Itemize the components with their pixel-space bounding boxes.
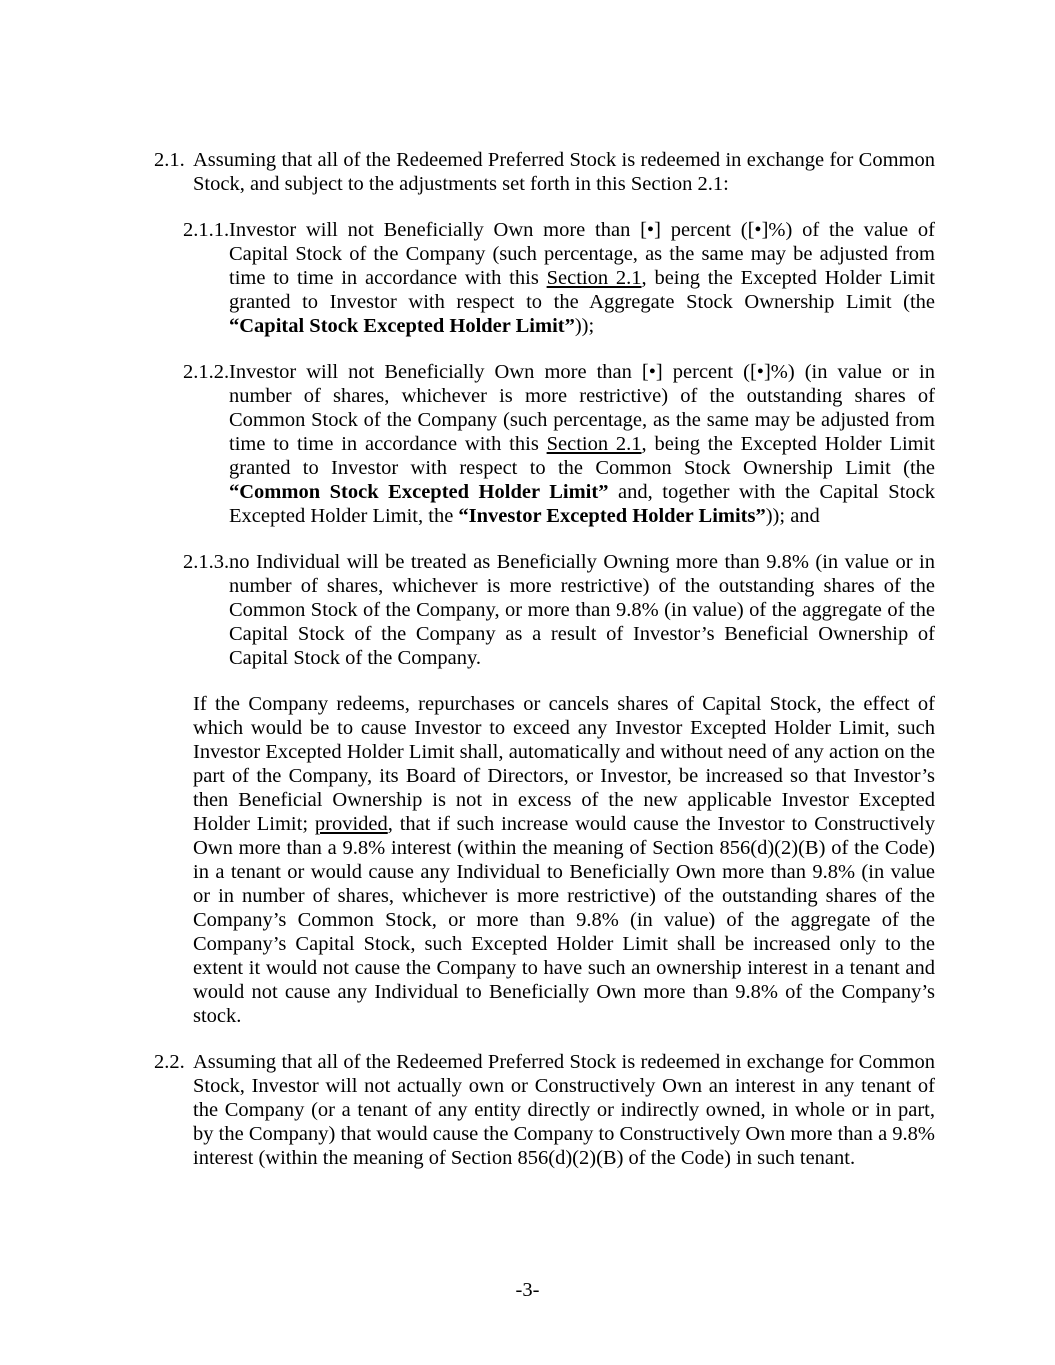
section-2-2-text	[193, 1051, 935, 1169]
text-run: and, together with the Capital Stock Excepted Holder Limit, the	[229, 481, 935, 527]
text-run: , being the Excepted Holder Limit granted to Investor with respect to the Common Stock Ownership Limit (the	[229, 433, 935, 479]
section-2-1-3-number: 2.1.3.	[183, 551, 230, 573]
bold-defined-term-run: “Common Stock Excepted Holder Limit”	[229, 481, 609, 503]
unnumbered-paragraph-text	[193, 693, 935, 1027]
bold-defined-term-run: “Investor Excepted Holder Limits”	[458, 505, 766, 527]
text-run: no Individual will be treated as Beneficially Owning more than 9.8% (in value or in number of shares, whichever is more restrictive) of the outstanding shares of the Common Stock of the Company, or more than 9.8% (in value) of the aggregate of the Capital Stock of the Company as a result of Investor’s Beneficial Ownership of Capital Stock of the Company.	[229, 551, 935, 669]
underlined-reference-run: provided	[314, 813, 388, 835]
section-2-2-number: 2.2.	[154, 1051, 185, 1073]
text-run: , being the Excepted Holder Limit granted to Investor with respect to the Aggregate Stock Ownership Limit (the	[229, 267, 935, 313]
section-2-1-3	[154, 550, 935, 670]
section-2-1	[154, 148, 935, 196]
text-run: ));	[574, 315, 595, 337]
page-number: -3-	[515, 1279, 540, 1301]
bold-defined-term-run: “Capital Stock Excepted Holder Limit”	[229, 315, 575, 337]
section-2-1-1-text	[229, 219, 935, 337]
underlined-reference-run: Section 2.1	[546, 267, 642, 289]
section-2-1-number: 2.1.	[154, 149, 185, 171]
section-2-1-2-text	[229, 361, 935, 527]
text-run: If the Company redeems, repurchases or cancels shares of Capital Stock, the effect of which would be to cause Investor to exceed any Investor Excepted Holder Limit, such Investor Excepted Holder Limit shall, automatically and without need of any action on the part of the Company, its Board of Directors, or Investor, be increased so that Investor’s then Beneficial Ownership is not in excess of the new applicable Investor Excepted Holder Limit;	[193, 693, 935, 835]
text-run: Investor will not Beneficially Own more than [•] percent ([•]%) of the value of Capital Stock of the Company (such percentage, as the same may be adjusted from time to time in accordance with this	[229, 219, 935, 289]
text-run: )); and	[765, 505, 820, 527]
unnumbered-paragraph	[154, 692, 935, 1028]
section-2-1-text	[193, 149, 935, 195]
text-run: Assuming that all of the Redeemed Preferred Stock is redeemed in exchange for Common Stock, and subject to the adjustments set forth in this Section 2.1:	[193, 149, 935, 195]
text-run: Assuming that all of the Redeemed Preferred Stock is redeemed in exchange for Common Stock, Investor will not actually own or Constructively Own an interest in any tenant of the Company (or a tenant of any entity directly or indirectly owned, in whole or in part, by the Company) that would cause the Company to Constructively Own more than a 9.8% interest (within the meaning of Section 856(d)(2)(B) of the Code) in such tenant.	[193, 1051, 935, 1169]
section-2-2	[154, 1050, 935, 1170]
underlined-reference-run: Section 2.1	[546, 433, 642, 455]
text-run: , that if such increase would cause the Investor to Constructively Own more than a 9.8% interest (within the meaning of Section 856(d)(2)(B) of the Code) in a tenant or would cause any Individual to Beneficially Own more than 9.8% (in value or in number of shares, whichever is more restrictive) of the outstanding shares of the Company’s Common Stock, or more than 9.8% (in value) of the aggregate of the Company’s Capital Stock, such Excepted Holder Limit shall be increased only to the extent it would not cause the Company to have such an ownership interest in a tenant and would not cause any Individual to Beneficially Own more than 9.8% of the Company’s stock.	[193, 813, 935, 1027]
document-content	[154, 148, 935, 1170]
section-2-1-2-number: 2.1.2.	[183, 361, 230, 383]
section-2-1-3-text	[229, 551, 935, 669]
section-2-1-2	[154, 360, 935, 528]
text-run: Investor will not Beneficially Own more than [•] percent ([•]%) (in value or in number of shares, whichever is more restrictive) of the outstanding shares of Common Stock of the Company (such percentage, as the same may be adjusted from time to time in accordance with this	[229, 361, 935, 455]
section-2-1-1-number: 2.1.1.	[183, 219, 230, 241]
section-2-1-1	[154, 218, 935, 338]
